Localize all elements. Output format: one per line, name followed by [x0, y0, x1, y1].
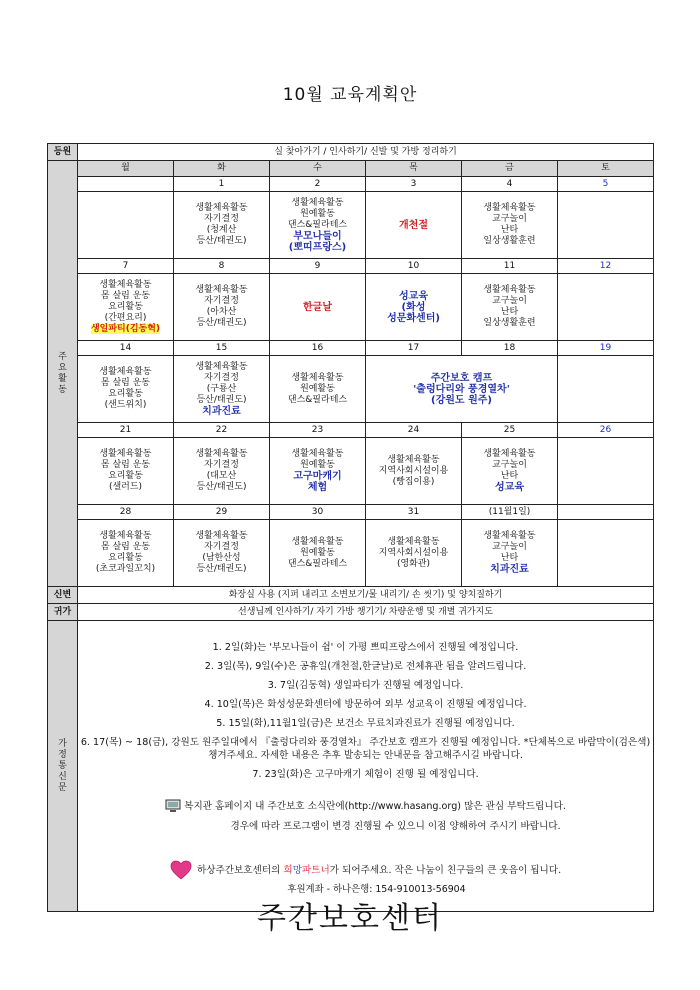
activity-cell-tue — [174, 438, 270, 505]
activity-row — [48, 192, 654, 259]
date-tue: 15 — [174, 341, 270, 356]
activity-line: 성교육 — [495, 482, 524, 493]
education-plan-table — [47, 143, 654, 912]
date-tue: 8 — [174, 259, 270, 274]
date-tue: 22 — [174, 423, 270, 438]
activity-line: 생활체육활동 — [195, 531, 248, 541]
weekday-fri: 금 — [462, 161, 558, 177]
activity-line: 체험 — [307, 482, 328, 493]
activity-cell-sat — [558, 356, 654, 423]
activity-line: 고구마캐기 — [293, 471, 342, 482]
activity-line: 교구놀이 — [492, 214, 527, 224]
date-fri: (11월1일) — [462, 505, 558, 520]
activity-line: 생활체육활동 — [483, 449, 536, 459]
activity-line: (화성 — [401, 301, 426, 313]
activity-line: 등산/태권도) — [196, 564, 247, 574]
date-sat: 26 — [558, 423, 654, 438]
activity-line: 부모나들이 — [293, 230, 342, 242]
activity-line: (간편요리) — [104, 312, 147, 323]
activity-line: (샐러드) — [108, 482, 143, 492]
activity-line: 몸 살림 운동 — [100, 290, 151, 301]
date-mon: 28 — [78, 505, 174, 520]
activity-line: 생활체육활동 — [387, 536, 440, 547]
newsletter-label — [48, 621, 78, 912]
main-activities-label-char: 주 — [58, 351, 67, 362]
newsletter-label-char: 문 — [58, 782, 67, 793]
activity-line: 생활체육활동 — [195, 361, 248, 372]
date-sat: 12 — [558, 259, 654, 274]
activity-line: (강원도 원주) — [431, 394, 492, 406]
activity-line: (대모산 — [206, 471, 237, 481]
date-tue: 29 — [174, 505, 270, 520]
website-text: 복지관 홈페이지 내 주간보호 소식란에(http://www.hasang.org) 많은 관심 부탁드립니다. — [184, 800, 566, 812]
activity-cell-wed — [270, 274, 366, 341]
activity-cell-wed — [270, 438, 366, 505]
newsletter-row — [48, 621, 654, 912]
news-item-3: 3. 7일(김동혁) 생일파티가 진행될 예정입니다. — [267, 679, 464, 691]
activity-cell-fri — [462, 520, 558, 587]
activity-cell-thu — [366, 192, 462, 259]
activity-cell-sat — [558, 520, 654, 587]
activity-line: (영화관) — [396, 558, 431, 569]
activity-line: 치과진료 — [490, 564, 529, 575]
date-fri: 18 — [462, 341, 558, 356]
newsletter-body — [78, 621, 654, 912]
center-name: 주간보호센터 — [257, 901, 443, 936]
activity-line: 난타 — [500, 225, 519, 235]
date-mon: 14 — [78, 341, 174, 356]
date-mon: 21 — [78, 423, 174, 438]
activity-line: 성문화센터) — [387, 312, 440, 324]
activity-line: 생활체육활동 — [291, 536, 344, 547]
activity-row — [48, 520, 654, 587]
date-sat — [558, 505, 654, 520]
computer-icon — [165, 799, 181, 813]
activity-cell-tue — [174, 192, 270, 259]
activity-line: 자기결정 — [204, 372, 239, 383]
activity-cell-thu — [366, 356, 558, 423]
arrival-text: 실 찾아가기 / 인사하기/ 신발 및 가방 정리하기 — [78, 144, 654, 161]
newsletter-label-char: 신 — [58, 771, 67, 782]
date-sat: 5 — [558, 177, 654, 192]
news-item-2: 2. 3일(목), 9일(수)은 공휴일(개천절,한글날)로 전체휴관 됨을 알려드립니다. — [204, 660, 527, 672]
activity-cell-mon — [78, 274, 174, 341]
date-sat: 19 — [558, 341, 654, 356]
sponsor-partner: 파트너 — [301, 864, 330, 876]
date-thu: 31 — [366, 505, 462, 520]
activity-cell-mon — [78, 192, 174, 259]
activity-line: 생활체육활동 — [195, 449, 248, 459]
activity-cell-mon — [78, 438, 174, 505]
activity-line: 생활체육활동 — [291, 449, 344, 459]
activity-line: (청계산 — [206, 225, 237, 235]
main-activities-label-char: 활 — [58, 373, 67, 384]
going-home-text: 선생님께 인사하기/ 자기 가방 챙기기/ 차량운행 및 개별 귀가지도 — [78, 604, 654, 621]
activity-line: 생활체육활동 — [99, 531, 152, 541]
going-home-label: 귀가 — [48, 604, 78, 621]
activity-line: 생활체육활동 — [291, 372, 344, 383]
activity-line: 요리활동 — [108, 553, 143, 563]
activity-line: 자기결정 — [204, 460, 239, 470]
activity-line: 교구놀이 — [492, 460, 527, 470]
activity-line: (샌드위치) — [104, 400, 147, 410]
heart-icon — [170, 860, 192, 880]
news-item-1: 1. 2일(화)는 '부모나들이 쉼' 이 가평 쁘띠프랑스에서 진행될 예정입니다. — [212, 641, 519, 653]
news-item-4: 4. 10일(목)은 화성성문화센터에 방문하여 외부 성교육이 진행될 예정입니다. — [204, 698, 527, 710]
activity-line: 주간보호 캠프 — [430, 372, 493, 384]
activity-line: 원예활동 — [300, 383, 335, 394]
activity-line: 몸 살림 운동 — [100, 542, 151, 552]
activity-line: 몸 살림 운동 — [100, 378, 151, 388]
page-title: 10월 교육계획안 — [282, 85, 418, 105]
activity-line: 생활체육활동 — [99, 449, 152, 459]
date-thu: 24 — [366, 423, 462, 438]
date-wed: 9 — [270, 259, 366, 274]
activity-cell-fri — [462, 274, 558, 341]
activity-line — [78, 324, 173, 335]
activity-cell-tue — [174, 274, 270, 341]
sponsor-hope-2: 망 — [292, 864, 302, 876]
activity-cell-sat — [558, 438, 654, 505]
self-care-row — [48, 587, 654, 604]
date-row — [48, 423, 654, 438]
activity-line: 댄스&필라테스 — [287, 219, 348, 230]
activity-line: 생활체육활동 — [99, 367, 152, 377]
activity-line: 요리활동 — [108, 301, 143, 312]
activity-line: 생활체육활동 — [483, 203, 536, 213]
activity-line: 난타 — [500, 307, 519, 317]
activity-line: (아차산 — [206, 307, 237, 317]
activity-line: 난타 — [500, 471, 519, 481]
activity-cell-wed — [270, 520, 366, 587]
activity-line: (빵집이용) — [392, 476, 435, 487]
activity-row — [48, 356, 654, 423]
date-wed: 23 — [270, 423, 366, 438]
activity-line: 원예활동 — [300, 208, 335, 219]
weekday-header-row — [48, 161, 654, 177]
date-row — [48, 505, 654, 520]
activity-line: (남한산성 — [202, 553, 241, 563]
activity-cell-sat — [558, 274, 654, 341]
date-fri: 11 — [462, 259, 558, 274]
date-wed: 30 — [270, 505, 366, 520]
activity-line: 요리활동 — [108, 471, 143, 481]
activity-cell-tue — [174, 520, 270, 587]
activity-line: 일상생활훈련 — [483, 318, 536, 328]
newsletter-label-char: 정 — [58, 749, 67, 760]
activity-line: 원예활동 — [300, 460, 335, 470]
activity-line: 자기결정 — [204, 542, 239, 552]
newsletter-label-char: 가 — [58, 738, 67, 749]
activity-line: 치과진료 — [202, 405, 241, 417]
activity-cell-thu — [366, 438, 462, 505]
activity-line: 등산/태권도) — [196, 236, 247, 246]
date-fri: 25 — [462, 423, 558, 438]
activity-line: 개천절 — [399, 219, 428, 231]
activity-cell-wed — [270, 192, 366, 259]
date-wed: 16 — [270, 341, 366, 356]
activity-line: 몸 살림 운동 — [100, 460, 151, 470]
date-mon — [78, 177, 174, 192]
date-thu: 10 — [366, 259, 462, 274]
news-item-7: 7. 23일(화)은 고구마캐기 체험이 진행 될 예정입니다. — [252, 768, 479, 780]
activity-line: 생활체육활동 — [291, 197, 344, 208]
activity-line: 생활체육활동 — [195, 203, 248, 213]
activity-cell-tue — [174, 356, 270, 423]
activity-line: 생활체육활동 — [195, 285, 248, 295]
activity-line: 등산/태권도) — [196, 394, 247, 405]
activity-line: 생활체육활동 — [99, 279, 152, 290]
weekday-sat: 토 — [558, 161, 654, 177]
date-thu: 17 — [366, 341, 462, 356]
sponsor-post: 가 되어주세요. 작은 나눔이 친구들의 큰 웃음이 됩니다. — [329, 864, 562, 876]
arrival-label: 등원 — [48, 144, 78, 161]
activity-line: 생활체육활동 — [387, 454, 440, 465]
activity-line: 생활체육활동 — [483, 285, 536, 295]
main-activities-label — [48, 161, 78, 587]
weekday-mon: 월 — [78, 161, 174, 177]
activity-line: 성교육 — [399, 290, 428, 302]
date-tue: 1 — [174, 177, 270, 192]
newsletter-label-char: 통 — [58, 760, 67, 771]
activity-line: (뽀띠프랑스) — [288, 241, 347, 253]
activity-cell-thu — [366, 520, 462, 587]
activity-line: 댄스&필라테스 — [287, 558, 348, 569]
activity-line: 등산/태권도) — [196, 318, 247, 328]
activity-line: 원예활동 — [300, 547, 335, 558]
activity-cell-mon — [78, 520, 174, 587]
sponsor-account: 후원계좌 - 하나은행: 154-910013-56904 — [287, 883, 466, 895]
weekday-thu: 목 — [366, 161, 462, 177]
activity-line: (구룡산 — [206, 383, 237, 394]
activity-line: 생활체육활동 — [483, 531, 536, 541]
self-care-label: 신변 — [48, 587, 78, 604]
arrival-row — [48, 144, 654, 161]
news-item-6: 6. 17(목) ~ 18(금), 강원도 원주일대에서 『출렁다리와 풍경열차』 주간보호 캠프가 진행될 예정입니다. *단체복으로 바람막이(검은색) 챙겨주세요. 자세한 내용은 추후 발송되는 안내문을 참고해주시길 바랍니다. — [80, 736, 651, 761]
activity-line: 일상생활훈련 — [483, 236, 536, 246]
change-notice: 경우에 따라 프로그램이 변경 진행될 수 있으니 이점 양해하여 주시기 바랍니다. — [230, 820, 561, 832]
activity-line: 댄스&필라테스 — [287, 394, 348, 405]
activity-line: (초코과일꼬치) — [95, 564, 156, 574]
date-mon: 7 — [78, 259, 174, 274]
activity-line: 지역사회시설이용 — [378, 465, 449, 476]
sponsor-line — [78, 860, 653, 880]
date-row — [48, 177, 654, 192]
activity-line: 등산/태권도) — [196, 482, 247, 492]
self-care-text: 화장실 사용 (지퍼 내리고 소변보기/물 내리기/ 손 씻기) 및 양치질하기 — [78, 587, 654, 604]
activity-line: 난타 — [500, 553, 519, 563]
website-line — [78, 799, 653, 813]
activity-cell-fri — [462, 192, 558, 259]
date-fri: 4 — [462, 177, 558, 192]
activity-line: 교구놀이 — [492, 296, 527, 306]
activity-line: 한글날 — [303, 301, 332, 313]
main-activities-label-char: 요 — [58, 362, 67, 373]
activity-cell-wed — [270, 356, 366, 423]
date-thu: 3 — [366, 177, 462, 192]
activity-line: 지역사회시설이용 — [378, 547, 449, 558]
main-activities-label-char: 동 — [58, 384, 67, 395]
sponsor-pre: 하상주간보호센터의 — [196, 864, 284, 876]
activity-line: 자기결정 — [204, 214, 239, 224]
weekday-tue: 화 — [174, 161, 270, 177]
birthday-highlight: 생일파티(김동혁) — [90, 323, 161, 334]
sponsor-hope-1: 희 — [283, 864, 293, 876]
activity-cell-fri — [462, 438, 558, 505]
activity-line: 교구놀이 — [492, 542, 527, 552]
news-item-5: 5. 15일(화),11월1일(금)은 보건소 무료치과진료가 진행될 예정입니다. — [216, 717, 515, 729]
weekday-wed: 수 — [270, 161, 366, 177]
activity-row — [48, 274, 654, 341]
activity-cell-thu — [366, 274, 462, 341]
activity-cell-mon — [78, 356, 174, 423]
date-row — [48, 259, 654, 274]
activity-line: 자기결정 — [204, 296, 239, 306]
activity-line: 요리활동 — [108, 389, 143, 399]
going-home-row — [48, 604, 654, 621]
activity-row — [48, 438, 654, 505]
activity-cell-sat — [558, 192, 654, 259]
date-wed: 2 — [270, 177, 366, 192]
activity-line: '출렁다리와 풍경열차' — [413, 383, 510, 395]
date-row — [48, 341, 654, 356]
